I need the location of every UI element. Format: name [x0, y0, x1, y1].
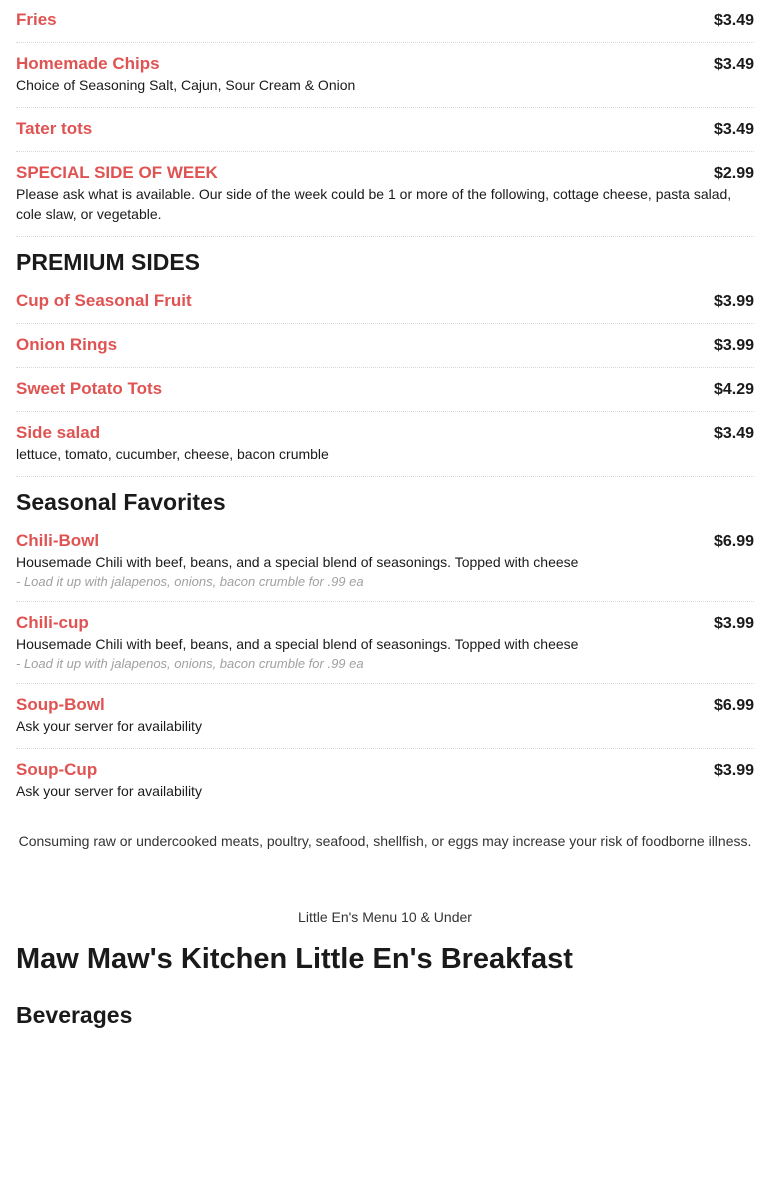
menu-item[interactable]	[16, 520, 754, 602]
menu-item[interactable]	[16, 108, 754, 152]
item-name: Chili-Bowl	[16, 531, 100, 550]
menu-item[interactable]	[16, 324, 754, 368]
menu-item[interactable]	[16, 602, 754, 684]
item-name: SPECIAL SIDE OF WEEK	[16, 163, 218, 182]
item-description: Please ask what is available. Our side of the week could be 1 or more of the following, cottage cheese, pasta salad, cole slaw, or vegetable.	[16, 186, 732, 222]
item-price: $4.29	[713, 381, 754, 398]
item-name: Soup-Bowl	[16, 695, 105, 714]
item-note: - Load it up with jalapenos, onions, bacon crumble for .99 ea	[16, 574, 364, 589]
item-name: Tater tots	[16, 119, 93, 138]
item-price: $3.49	[713, 425, 754, 442]
item-price: $6.99	[713, 533, 754, 550]
item-description: Ask your server for availability	[16, 718, 202, 734]
item-price: $3.99	[713, 337, 754, 354]
section-title-premium-sides: PREMIUM SIDES	[16, 249, 201, 275]
item-note: - Load it up with jalapenos, onions, bacon crumble for .99 ea	[16, 656, 364, 671]
menu-item[interactable]	[16, 412, 754, 477]
item-name: Homemade Chips	[16, 54, 160, 73]
item-price: $3.49	[713, 56, 754, 73]
item-description: lettuce, tomato, cucumber, cheese, bacon crumble	[16, 446, 329, 462]
menu-item[interactable]	[16, 684, 754, 749]
section-title-beverages: Beverages	[16, 1002, 133, 1028]
menu-item[interactable]	[16, 152, 754, 237]
item-description: Choice of Seasoning Salt, Cajun, Sour Cream & Onion	[16, 77, 356, 93]
item-name: Chili-cup	[16, 613, 89, 632]
menu-item[interactable]	[16, 368, 754, 412]
menu-item[interactable]	[16, 749, 754, 813]
item-name: Cup of Seasonal Fruit	[16, 291, 192, 310]
item-price: $3.99	[713, 762, 754, 779]
item-name: Side salad	[16, 423, 101, 442]
item-description: Housemade Chili with beef, beans, and a special blend of seasonings. Topped with cheese	[16, 636, 579, 652]
section-title-seasonal-favorites: Seasonal Favorites	[16, 489, 226, 515]
item-description: Housemade Chili with beef, beans, and a special blend of seasonings. Topped with cheese	[16, 554, 579, 570]
item-name: Onion Rings	[16, 335, 118, 354]
item-price: $3.49	[713, 12, 754, 29]
item-name: Soup-Cup	[16, 760, 98, 779]
item-price: $3.99	[713, 615, 754, 632]
item-name: Sweet Potato Tots	[16, 379, 163, 398]
menu-item[interactable]	[16, 43, 754, 108]
item-price: $3.99	[713, 293, 754, 310]
item-price: $6.99	[713, 697, 754, 714]
item-price: $3.49	[713, 121, 754, 138]
food-safety-disclaimer: Consuming raw or undercooked meats, poultry, seafood, shellfish, or eggs may increase your risk of foodborne illness.	[18, 833, 752, 849]
kids-menu-title: Maw Maw's Kitchen Little En's Breakfast	[16, 943, 573, 975]
menu-item[interactable]	[16, 0, 754, 43]
item-description: Ask your server for availability	[16, 783, 202, 799]
kids-menu-label: Little En's Menu 10 & Under	[298, 909, 472, 925]
item-price: $2.99	[713, 165, 754, 182]
menu-item[interactable]	[16, 280, 754, 324]
menu-page	[16, 0, 754, 1029]
item-name: Fries	[16, 10, 57, 29]
